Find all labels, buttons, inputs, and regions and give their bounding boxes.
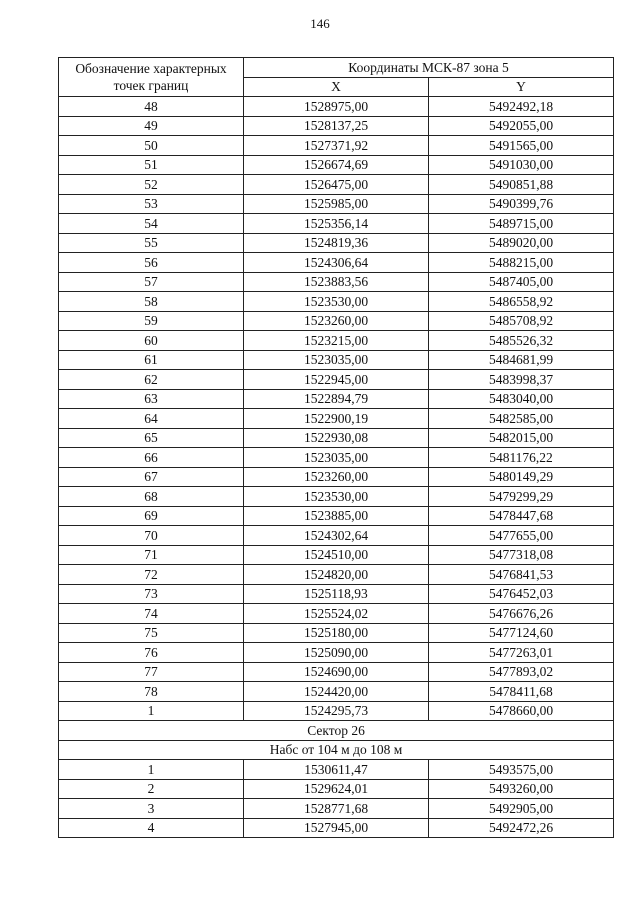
y-cell: 5490399,76 [429,194,614,214]
point-cell: 65 [59,428,244,448]
x-cell: 1524420,00 [244,682,429,702]
y-cell: 5476841,53 [429,565,614,585]
x-cell: 1523260,00 [244,311,429,331]
y-cell: 5493575,00 [429,760,614,780]
table-row [59,194,614,214]
point-cell: 67 [59,467,244,487]
y-cell: 5477263,01 [429,643,614,663]
table-row [59,97,614,117]
header-coordinate-system: Координаты МСК-87 зона 5 [244,58,614,78]
x-cell: 1525356,14 [244,214,429,234]
x-cell: 1522930,08 [244,428,429,448]
table-row [59,136,614,156]
x-cell: 1522894,79 [244,389,429,409]
header-point-line2: точек границ [113,78,189,93]
table-row [59,526,614,546]
x-cell: 1525090,00 [244,643,429,663]
page-number: 146 [310,16,330,31]
table-row [59,818,614,838]
point-cell: 60 [59,331,244,351]
sector-title-row [59,721,614,741]
table-header-row-1 [59,58,614,78]
y-cell: 5483040,00 [429,389,614,409]
table-row [59,682,614,702]
header-y: Y [429,77,614,97]
table-row [59,409,614,429]
point-cell: 53 [59,194,244,214]
point-cell: 77 [59,662,244,682]
table-row [59,760,614,780]
table-row [59,799,614,819]
point-cell: 2 [59,779,244,799]
x-cell: 1522945,00 [244,370,429,390]
point-cell: 55 [59,233,244,253]
y-cell: 5478411,68 [429,682,614,702]
point-cell: 1 [59,760,244,780]
table-row [59,584,614,604]
x-cell: 1524295,73 [244,701,429,721]
table-row [59,175,614,195]
y-cell: 5488215,00 [429,253,614,273]
table-row [59,545,614,565]
x-cell: 1526475,00 [244,175,429,195]
y-cell: 5477655,00 [429,526,614,546]
y-cell: 5490851,88 [429,175,614,195]
x-cell: 1527945,00 [244,818,429,838]
x-cell: 1524306,64 [244,253,429,273]
table-row [59,428,614,448]
y-cell: 5481176,22 [429,448,614,468]
table-row [59,272,614,292]
point-cell: 4 [59,818,244,838]
point-cell: 69 [59,506,244,526]
table-row [59,155,614,175]
point-cell: 61 [59,350,244,370]
y-cell: 5477124,60 [429,623,614,643]
table-row [59,311,614,331]
x-cell: 1529624,01 [244,779,429,799]
x-cell: 1523530,00 [244,292,429,312]
x-cell: 1525180,00 [244,623,429,643]
y-cell: 5478447,68 [429,506,614,526]
y-cell: 5492905,00 [429,799,614,819]
x-cell: 1525118,93 [244,584,429,604]
y-cell: 5482015,00 [429,428,614,448]
header-point-line1: Обозначение характерных [75,60,227,76]
x-cell: 1524302,64 [244,526,429,546]
y-cell: 5476452,03 [429,584,614,604]
table-row [59,292,614,312]
sector-height-range: Набс от 104 м до 108 м [59,740,614,760]
point-cell: 59 [59,311,244,331]
sector-section [59,721,614,760]
point-cell: 58 [59,292,244,312]
x-cell: 1523885,00 [244,506,429,526]
table-row [59,448,614,468]
x-cell: 1523530,00 [244,487,429,507]
x-cell: 1524819,36 [244,233,429,253]
table-row [59,487,614,507]
point-cell: 3 [59,799,244,819]
x-cell: 1523260,00 [244,467,429,487]
y-cell: 5484681,99 [429,350,614,370]
x-cell: 1528137,25 [244,116,429,136]
x-cell: 1524690,00 [244,662,429,682]
y-cell: 5483998,37 [429,370,614,390]
table-row [59,643,614,663]
table-row [59,389,614,409]
sector-height-row [59,740,614,760]
point-cell: 63 [59,389,244,409]
x-cell: 1525524,02 [244,604,429,624]
point-cell: 62 [59,370,244,390]
coordinates-table [58,57,614,838]
table-row [59,253,614,273]
point-cell: 57 [59,272,244,292]
y-cell: 5486558,92 [429,292,614,312]
sector-title: Сектор 26 [59,721,614,741]
x-cell: 1528771,68 [244,799,429,819]
table-row [59,623,614,643]
point-cell: 48 [59,97,244,117]
table-row [59,116,614,136]
table-row [59,506,614,526]
point-cell: 68 [59,487,244,507]
coordinates-body [59,97,614,721]
x-cell: 1527371,92 [244,136,429,156]
y-cell: 5489715,00 [429,214,614,234]
y-cell: 5491030,00 [429,155,614,175]
point-cell: 73 [59,584,244,604]
y-cell: 5485526,32 [429,331,614,351]
table-row [59,779,614,799]
point-cell: 72 [59,565,244,585]
point-cell: 52 [59,175,244,195]
x-cell: 1524510,00 [244,545,429,565]
x-cell: 1530611,47 [244,760,429,780]
y-cell: 5492055,00 [429,116,614,136]
point-cell: 75 [59,623,244,643]
point-cell: 56 [59,253,244,273]
table-row [59,370,614,390]
point-cell: 54 [59,214,244,234]
point-cell: 51 [59,155,244,175]
x-cell: 1526674,69 [244,155,429,175]
x-cell: 1523215,00 [244,331,429,351]
x-cell: 1525985,00 [244,194,429,214]
y-cell: 5479299,29 [429,487,614,507]
point-cell: 64 [59,409,244,429]
table-row [59,604,614,624]
y-cell: 5477318,08 [429,545,614,565]
y-cell: 5485708,92 [429,311,614,331]
header-point-designation [59,58,244,97]
y-cell: 5480149,29 [429,467,614,487]
table-row [59,214,614,234]
table-row [59,662,614,682]
y-cell: 5482585,00 [429,409,614,429]
point-cell: 50 [59,136,244,156]
y-cell: 5487405,00 [429,272,614,292]
sector-coordinates-body [59,760,614,838]
y-cell: 5476676,26 [429,604,614,624]
y-cell: 5492492,18 [429,97,614,117]
table-row [59,565,614,585]
x-cell: 1524820,00 [244,565,429,585]
y-cell: 5489020,00 [429,233,614,253]
table-row [59,701,614,721]
table-row [59,350,614,370]
point-cell: 49 [59,116,244,136]
x-cell: 1528975,00 [244,97,429,117]
header-x: X [244,77,429,97]
point-cell: 1 [59,701,244,721]
x-cell: 1522900,19 [244,409,429,429]
table-row [59,467,614,487]
y-cell: 5477893,02 [429,662,614,682]
x-cell: 1523883,56 [244,272,429,292]
point-cell: 71 [59,545,244,565]
point-cell: 76 [59,643,244,663]
table-row [59,331,614,351]
point-cell: 78 [59,682,244,702]
y-cell: 5493260,00 [429,779,614,799]
y-cell: 5492472,26 [429,818,614,838]
point-cell: 70 [59,526,244,546]
table-row [59,233,614,253]
y-cell: 5491565,00 [429,136,614,156]
y-cell: 5478660,00 [429,701,614,721]
x-cell: 1523035,00 [244,448,429,468]
point-cell: 66 [59,448,244,468]
x-cell: 1523035,00 [244,350,429,370]
point-cell: 74 [59,604,244,624]
